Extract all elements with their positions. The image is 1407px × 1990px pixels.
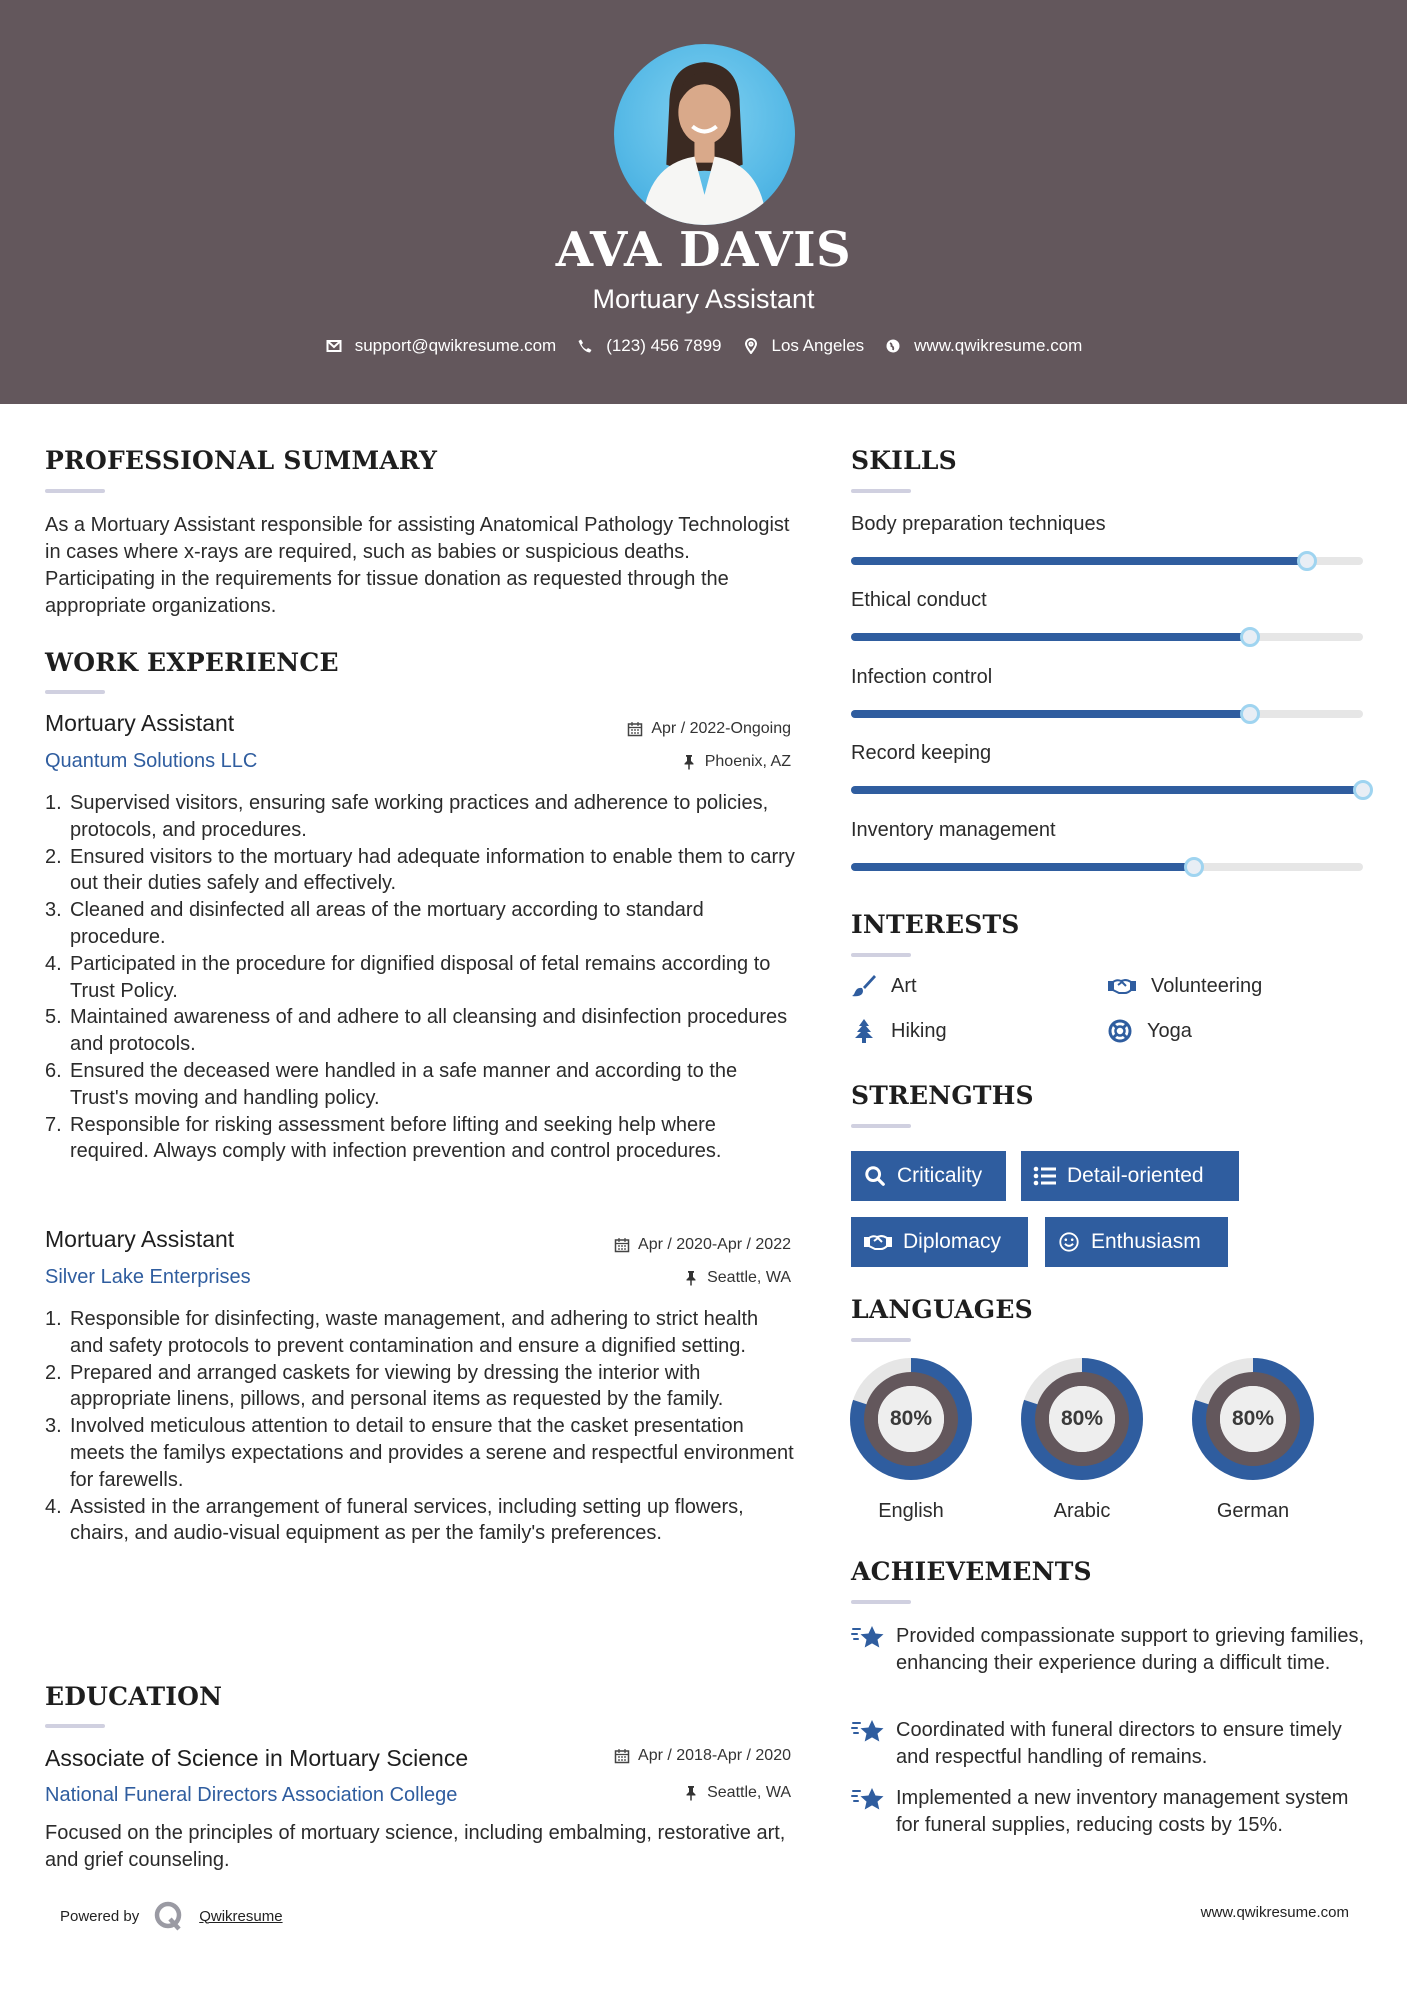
powered-by-label: Powered by [60, 1907, 140, 1925]
language-percent: 80% [889, 1407, 933, 1430]
summary-text: As a Mortuary Assistant responsible for assisting Anatomical Pathology Technologist in cases where x-rays are required, such as babies or suspicious deaths. Participating in the requirements for tissue donation as requested through the appropriate organizations. [45, 514, 790, 617]
section-divider [851, 1124, 911, 1128]
skill-label: Infection control [851, 666, 993, 688]
qwikresume-logo-icon [153, 1900, 185, 1932]
section-divider [851, 489, 911, 493]
education-heading: EDUCATION [45, 1682, 223, 1711]
calendar-icon [614, 1748, 630, 1764]
job-company: Silver Lake Enterprises [45, 1266, 251, 1288]
skill-slider[interactable] [851, 786, 1363, 794]
language-percent: 80% [1060, 1407, 1104, 1430]
skills-heading: SKILLS [851, 446, 957, 475]
skill-knob[interactable] [1353, 780, 1373, 800]
skill-fill [851, 557, 1307, 565]
skill-knob[interactable] [1297, 551, 1317, 571]
shooting-star-icon [851, 1717, 885, 1747]
language-name: German [1216, 1500, 1290, 1522]
strengths-heading: STRENGTHS [851, 1081, 1034, 1110]
candidate-title: Mortuary Assistant [592, 284, 815, 314]
pushpin-icon [681, 754, 697, 770]
job-responsibilities [45, 790, 795, 1165]
language-percent: 80% [1231, 1407, 1275, 1430]
contact-row [0, 336, 1407, 356]
contact-email-text: support@qwikresume.com [354, 336, 557, 355]
map-pin-icon [742, 337, 760, 355]
language-name: Arabic [1053, 1500, 1111, 1522]
shooting-star-icon [851, 1785, 885, 1815]
interest-volunteering: Volunteering [1107, 974, 1262, 998]
skill-slider[interactable] [851, 863, 1363, 871]
interest-art: Art [851, 974, 917, 998]
paintbrush-icon [851, 974, 877, 998]
achievement-item: Implemented a new inventory management system for funeral supplies, reducing costs by 15%. [851, 1785, 1371, 1838]
qwikresume-link[interactable]: Qwikresume [199, 1907, 283, 1925]
contact-location [742, 336, 865, 356]
contact-email[interactable] [325, 336, 557, 356]
life-ring-icon [1107, 1019, 1133, 1043]
profile-photo [614, 44, 795, 225]
search-icon [863, 1165, 887, 1187]
skill-slider[interactable] [851, 557, 1363, 565]
pushpin-icon [683, 1785, 699, 1801]
skill-fill [851, 786, 1363, 794]
language-german [1191, 1357, 1315, 1523]
achievement-item: Coordinated with funeral directors to ensure timely and respectful handling of remains. [851, 1717, 1371, 1770]
interests-heading: INTERESTS [851, 910, 1020, 939]
list-item: 7. Responsible for risking assessment before lifting and seeking help where required. Always comply with infection prevention and control procedures. [45, 1113, 722, 1163]
portrait-illustration [614, 44, 795, 225]
powered-by [60, 1900, 283, 1932]
list-item: 2. Ensured visitors to the mortuary had adequate information to enable them to carry out their duties safely and effectively. [45, 845, 795, 895]
list-item: 3. Involved meticulous attention to detail to ensure that the casket presentation meets the familys expectations and provides a serene and respectful environment for farewells. [45, 1415, 794, 1491]
skill-fill [851, 863, 1194, 871]
interest-hiking: Hiking [851, 1019, 947, 1043]
education-location: Seattle, WA [500, 1784, 791, 1802]
contact-phone-text: (123) 456 7899 [606, 336, 722, 355]
list-item: 1. Responsible for disinfecting, waste management, and adhering to strict health and safety protocols to prevent contamination and ensure a dignified setting. [45, 1308, 759, 1357]
contact-phone[interactable] [576, 336, 721, 356]
pushpin-icon [683, 1270, 699, 1286]
experience-heading: WORK EXPERIENCE [45, 648, 339, 677]
degree-title: Associate of Science in Mortuary Science [45, 1745, 469, 1771]
shooting-star-icon [851, 1623, 885, 1653]
envelope-icon [325, 337, 343, 355]
list-item: 1. Supervised visitors, ensuring safe working practices and adherence to policies, protocols, and procedures. [45, 792, 769, 841]
skill-knob[interactable] [1240, 627, 1260, 647]
job-dates: Apr / 2022-Ongoing [500, 720, 791, 738]
list-item: 6. Ensured the deceased were handled in a safe manner and according to the Trust's moving and handling policy. [45, 1059, 738, 1109]
section-divider [45, 1724, 105, 1728]
school-name: National Funeral Directors Association College [45, 1784, 458, 1806]
contact-website-text: www.qwikresume.com [914, 336, 1083, 355]
language-english [849, 1357, 973, 1523]
handshake-icon [863, 1231, 893, 1253]
education-description: Focused on the principles of mortuary science, including embalming, restorative art, and grief counseling. [45, 1822, 786, 1871]
job-responsibilities [45, 1306, 795, 1547]
footer-url[interactable]: www.qwikresume.com [1200, 1904, 1349, 1921]
smile-icon [1057, 1231, 1081, 1253]
skill-slider[interactable] [851, 633, 1363, 641]
job-location: Seattle, WA [500, 1269, 791, 1287]
handshake-icon [1107, 974, 1137, 998]
list-icon [1033, 1165, 1057, 1187]
summary-heading: PROFESSIONAL SUMMARY [45, 446, 438, 475]
skill-label: Body preparation techniques [851, 513, 1106, 535]
skill-fill [851, 633, 1250, 641]
skill-knob[interactable] [1184, 857, 1204, 877]
job-title: Mortuary Assistant [45, 710, 235, 736]
interest-yoga: Yoga [1107, 1019, 1192, 1043]
skill-slider[interactable] [851, 710, 1363, 718]
globe-icon [884, 337, 902, 355]
strength-badge-criticality: Criticality [851, 1151, 1006, 1201]
contact-location-text: Los Angeles [771, 336, 865, 355]
skill-label: Ethical conduct [851, 589, 987, 611]
list-item: 5. Maintained awareness of and adhere to all cleansing and disinfection procedures and protocols. [45, 1006, 788, 1056]
skill-label: Record keeping [851, 742, 992, 764]
section-divider [851, 1600, 911, 1604]
strength-badge-enthusiasm: Enthusiasm [1045, 1217, 1228, 1267]
calendar-icon [614, 1237, 630, 1253]
job-title: Mortuary Assistant [45, 1226, 235, 1252]
achievements-heading: ACHIEVEMENTS [851, 1557, 1092, 1586]
list-item: 4. Assisted in the arrangement of funeral services, including setting up flowers, chairs, and audio-visual equipment as per the family's preferences. [45, 1495, 744, 1545]
list-item: 3. Cleaned and disinfected all areas of the mortuary according to standard procedure. [45, 899, 704, 948]
section-divider [851, 1338, 911, 1342]
phone-icon [576, 337, 594, 355]
strength-badge-diplomacy: Diplomacy [851, 1217, 1028, 1267]
list-item: 4. Participated in the procedure for dignified disposal of fetal remains according to Trust Policy. [45, 952, 771, 1002]
section-divider [45, 489, 105, 493]
skill-knob[interactable] [1240, 704, 1260, 724]
resume-header [0, 0, 1407, 404]
language-arabic [1020, 1357, 1144, 1523]
section-divider [45, 690, 105, 694]
job-location: Phoenix, AZ [500, 753, 791, 771]
languages-heading: LANGUAGES [851, 1295, 1033, 1324]
tree-icon [851, 1019, 877, 1043]
calendar-icon [627, 721, 643, 737]
candidate-name: AVA DAVIS [555, 222, 852, 278]
section-divider [851, 953, 911, 957]
skill-fill [851, 710, 1250, 718]
job-company: Quantum Solutions LLC [45, 750, 258, 772]
job-dates: Apr / 2020-Apr / 2022 [500, 1236, 791, 1254]
skill-label: Inventory management [851, 819, 1056, 841]
achievement-item: Provided compassionate support to grieving families, enhancing their experience during a difficult time. [851, 1623, 1371, 1676]
strength-badge-detail-oriented: Detail-oriented [1021, 1151, 1239, 1201]
contact-website[interactable] [884, 336, 1082, 356]
list-item: 2. Prepared and arranged caskets for viewing by dressing the interior with appropriate linens, pillows, and personal items as requested by the family. [45, 1361, 724, 1411]
education-dates: Apr / 2018-Apr / 2020 [500, 1747, 791, 1765]
language-name: English [878, 1500, 944, 1522]
